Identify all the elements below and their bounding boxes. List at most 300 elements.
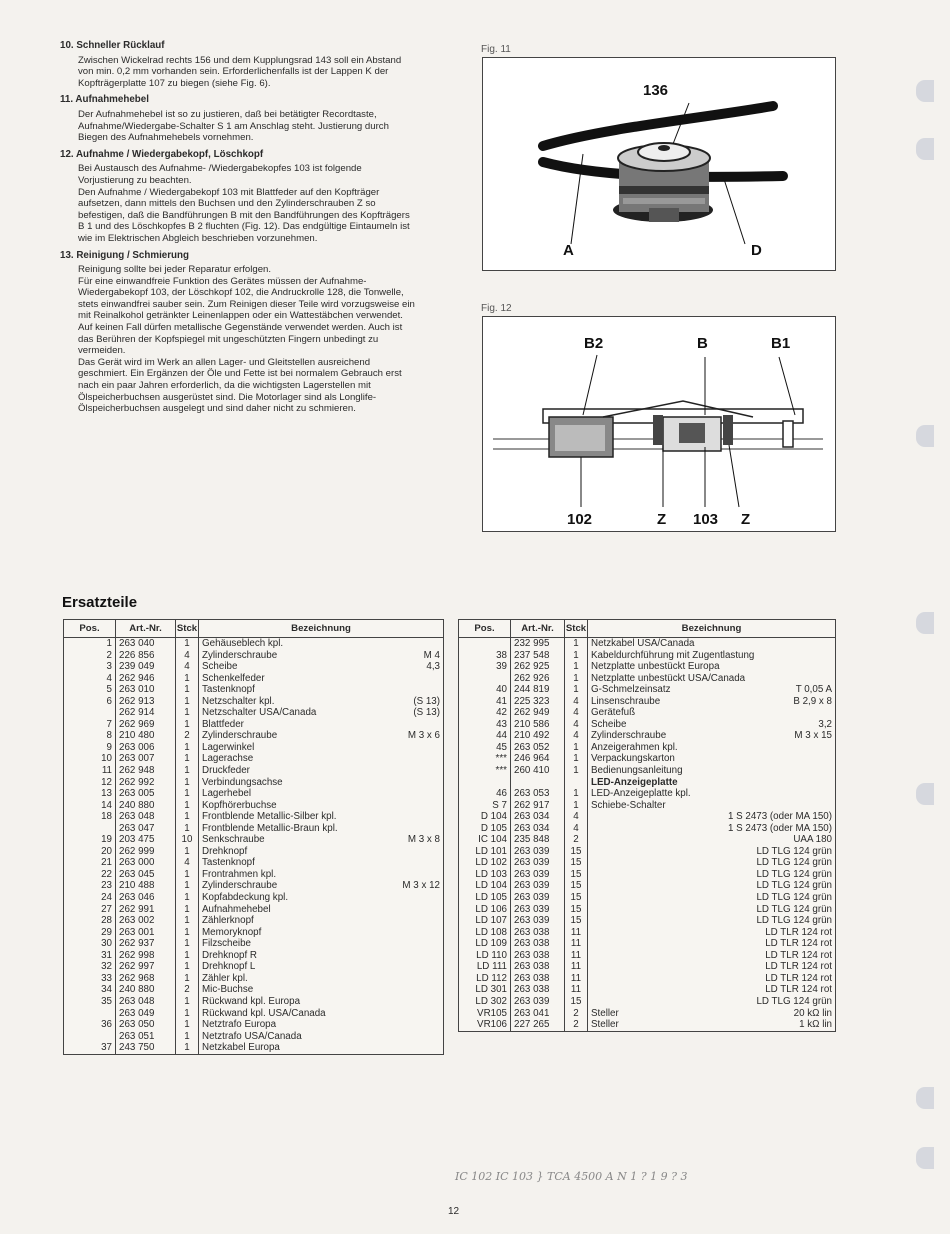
header-stck: Stck (176, 620, 199, 638)
table-row (64, 846, 444, 858)
cell-art-nr: 203 475 (116, 834, 176, 846)
table-row (459, 696, 836, 708)
cell-stck: 1 (565, 788, 588, 800)
cell-stck: 15 (565, 915, 588, 927)
cell-pos: 41 (459, 696, 511, 708)
cell-pos: LD 109 (459, 938, 511, 950)
cell-art-nr: 262 998 (116, 950, 176, 962)
table-row (459, 950, 836, 962)
cell-pos: *** (459, 753, 511, 765)
cell-stck: 2 (176, 984, 199, 996)
cell-bezeichnung (588, 823, 836, 835)
cell-pos: 4 (64, 673, 116, 685)
cell-pos: LD 106 (459, 904, 511, 916)
cell-pos: 38 (459, 650, 511, 662)
spec-value: (S 13) (413, 707, 440, 719)
table-row (64, 730, 444, 742)
cell-stck: 4 (176, 650, 199, 662)
fig12-label-103: 103 (693, 511, 719, 528)
description-text: Frontblende Metallic-Braun kpl. (202, 822, 338, 834)
cell-stck: 1 (176, 973, 199, 985)
fig12-illustration (482, 316, 836, 532)
table-row (459, 765, 836, 777)
cell-art-nr: 244 819 (511, 684, 565, 696)
description-text: Verbindungsachse (202, 776, 283, 788)
cell-art-nr: 263 045 (116, 869, 176, 881)
cell-art-nr: 263 041 (511, 1008, 565, 1020)
cell-stck: 4 (565, 730, 588, 742)
cell-bezeichnung (588, 765, 836, 777)
fig11-label-a: A (563, 242, 574, 259)
cell-art-nr: 246 964 (511, 753, 565, 765)
cell-bezeichnung (199, 973, 444, 985)
cell-pos: 35 (64, 996, 116, 1008)
cell-bezeichnung (588, 753, 836, 765)
table-row (64, 684, 444, 696)
table-row (64, 650, 444, 662)
cell-stck: 11 (565, 950, 588, 962)
table-row (459, 800, 836, 812)
cell-pos: 45 (459, 742, 511, 754)
cell-stck: 1 (176, 904, 199, 916)
cell-pos (459, 673, 511, 685)
description-text: Linsenschraube (591, 695, 661, 707)
cell-art-nr: 263 048 (116, 811, 176, 823)
cell-art-nr: 210 586 (511, 719, 565, 731)
cell-bezeichnung (588, 846, 836, 858)
cell-stck: 1 (176, 684, 199, 696)
cell-stck: 1 (176, 950, 199, 962)
table-row (64, 800, 444, 812)
cell-bezeichnung (199, 777, 444, 789)
cell-art-nr: 263 040 (116, 638, 176, 650)
instruction-paragraph: Den Aufnahme / Wiedergabekopf 103 mit Blattfeder auf den Kopfträger aufsetzen, dann mittels den Buchsen und den Zylinderschrauben Z so befestigen, daß die Bandführungen B mit den Bandführungen des Kopfträgers B 1 und des Löschkopfes B 2 fluchten (Fig. 12). Das endgültige Eintaumeln ist wie im Elektrischen Abgleich beschrieben vorzunehmen. (78, 186, 410, 244)
instruction-body (78, 109, 416, 144)
cell-art-nr: 263 053 (511, 788, 565, 800)
cell-stck: 1 (176, 765, 199, 777)
cell-bezeichnung (199, 661, 444, 673)
description-text: Verpackungskarton (591, 753, 675, 765)
table-row (64, 880, 444, 892)
cell-bezeichnung (588, 742, 836, 754)
description-text: Drehknopf L (202, 961, 256, 973)
cell-bezeichnung (199, 996, 444, 1008)
cell-art-nr: 263 034 (511, 811, 565, 823)
spec-value: LD TLG 124 grün (756, 857, 832, 869)
cell-stck: 11 (565, 973, 588, 985)
punch-hole (916, 138, 934, 160)
instruction-paragraph: Der Aufnahmehebel ist so zu justieren, daß bei betätigter Recordtaste, Aufnahme/Wiedergabe-Schalter S 1 am Anschlag steht. Justierung durch Biegen des Aufnahmehebels vornehmen. (78, 108, 389, 144)
cell-bezeichnung (199, 650, 444, 662)
table-row (64, 892, 444, 904)
cell-bezeichnung (199, 823, 444, 835)
spec-value: M 3 x 12 (402, 880, 440, 892)
cell-bezeichnung (199, 880, 444, 892)
table-header-row (64, 620, 444, 638)
handwritten-note: IC 102 IC 103 } TCA 4500 A N 1 ? 1 9 ? 3 (455, 1170, 688, 1183)
cell-art-nr: 263 038 (511, 984, 565, 996)
cell-bezeichnung (199, 927, 444, 939)
parts-rows-left (64, 638, 444, 1055)
cell-pos: S 7 (459, 800, 511, 812)
table-row (64, 696, 444, 708)
fig12-label-b1: B1 (771, 335, 791, 352)
cell-pos: 12 (64, 777, 116, 789)
cell-art-nr: 263 052 (511, 742, 565, 754)
description-text: Netzkabel Europa (202, 1042, 280, 1054)
fig12-label-z-right: Z (741, 511, 751, 528)
cell-stck: 1 (176, 1031, 199, 1043)
cell-art-nr: 263 006 (116, 742, 176, 754)
cell-pos: LD 108 (459, 927, 511, 939)
cell-stck: 1 (176, 892, 199, 904)
spec-value: LD TLG 124 grün (756, 892, 832, 904)
cell-pos: 5 (64, 684, 116, 696)
cell-art-nr: 263 051 (116, 1031, 176, 1043)
cell-bezeichnung (588, 730, 836, 742)
cell-bezeichnung (199, 719, 444, 731)
cell-stck: 15 (565, 892, 588, 904)
fig11-label-136: 136 (643, 82, 669, 99)
cell-stck: 1 (176, 788, 199, 800)
instructions-column (60, 40, 416, 420)
cell-bezeichnung (199, 673, 444, 685)
punch-hole (916, 1147, 934, 1169)
cell-art-nr: 263 002 (116, 915, 176, 927)
description-text: Netzschalter kpl. (202, 695, 275, 707)
parts-rows-right (459, 638, 836, 1032)
cell-stck: 15 (565, 869, 588, 881)
cell-bezeichnung (588, 684, 836, 696)
cell-pos: 30 (64, 938, 116, 950)
cell-bezeichnung (588, 996, 836, 1008)
spec-value: LD TLR 124 rot (765, 984, 832, 996)
spec-value: M 3 x 6 (407, 730, 440, 742)
cell-pos: 3 (64, 661, 116, 673)
cell-stck: 1 (176, 996, 199, 1008)
cell-bezeichnung (588, 707, 836, 719)
cell-stck: 1 (176, 673, 199, 685)
cell-pos (459, 777, 511, 789)
cell-art-nr: 262 969 (116, 719, 176, 731)
table-row (64, 1019, 444, 1031)
cell-bezeichnung (199, 788, 444, 800)
table-row (459, 869, 836, 881)
cell-art-nr: 210 480 (116, 730, 176, 742)
table-row (459, 892, 836, 904)
description-text: Tastenknopf (202, 857, 255, 869)
cell-stck: 1 (565, 673, 588, 685)
cell-pos: 21 (64, 857, 116, 869)
description-text: Kopfhörerbuchse (202, 799, 277, 811)
cell-bezeichnung (588, 927, 836, 939)
cell-art-nr: 262 925 (511, 661, 565, 673)
cell-stck: 1 (176, 638, 199, 650)
table-row (64, 811, 444, 823)
cell-stck: 2 (565, 1019, 588, 1031)
cell-pos: 40 (459, 684, 511, 696)
cell-bezeichnung (588, 638, 836, 650)
cell-art-nr: 263 039 (511, 904, 565, 916)
cell-pos: 32 (64, 961, 116, 973)
cell-art-nr: 210 492 (511, 730, 565, 742)
cell-pos: 8 (64, 730, 116, 742)
cell-stck: 1 (565, 661, 588, 673)
table-row (64, 973, 444, 985)
table-row (64, 719, 444, 731)
cell-art-nr (511, 777, 565, 789)
cell-bezeichnung (199, 1031, 444, 1043)
cell-pos: 14 (64, 800, 116, 812)
fig12-label-z-left: Z (657, 511, 667, 528)
cell-stck: 11 (565, 961, 588, 973)
fig12-label-b: B (697, 335, 708, 352)
cell-bezeichnung (199, 869, 444, 881)
description-text: Zähler kpl. (202, 972, 248, 984)
spec-value: 1 S 2473 (oder MA 150) (727, 811, 832, 823)
cell-pos: LD 112 (459, 973, 511, 985)
cell-pos: LD 104 (459, 880, 511, 892)
description-text: Zylinderschraube (202, 730, 278, 742)
spec-value: B 2,9 x 8 (793, 695, 832, 707)
table-row (459, 1008, 836, 1020)
cell-pos: 13 (64, 788, 116, 800)
cell-pos (64, 1031, 116, 1043)
cell-stck: 1 (176, 777, 199, 789)
instruction-heading: 12. Aufnahme / Wiedergabekopf, Löschkopf (60, 148, 264, 160)
cell-art-nr: 262 999 (116, 846, 176, 858)
cell-stck: 1 (176, 811, 199, 823)
description-text: Blattfeder (202, 718, 244, 730)
cell-art-nr: 263 038 (511, 973, 565, 985)
description-text: Netzplatte unbestückt USA/Canada (591, 672, 746, 684)
header-bezeichnung: Bezeichnung (588, 620, 836, 638)
cell-bezeichnung (199, 857, 444, 869)
table-row (64, 996, 444, 1008)
cell-bezeichnung (199, 938, 444, 950)
cell-pos: D 105 (459, 823, 511, 835)
spec-value: LD TLG 124 grün (756, 880, 832, 892)
instruction-heading: 13. Reinigung / Schmierung (60, 249, 190, 261)
fig11-label-d: D (751, 242, 762, 259)
instruction-body (78, 55, 416, 90)
table-row (459, 846, 836, 858)
description-text: Zylinderschraube (202, 880, 278, 892)
cell-stck: 15 (565, 996, 588, 1008)
table-row (64, 857, 444, 869)
cell-art-nr: 262 991 (116, 904, 176, 916)
cell-stck (565, 777, 588, 789)
spec-value: M 3 x 15 (794, 730, 832, 742)
description-text: Zählerknopf (202, 915, 254, 927)
cell-stck: 1 (176, 846, 199, 858)
instruction-body (78, 264, 416, 415)
cell-bezeichnung (199, 846, 444, 858)
cell-art-nr: 263 010 (116, 684, 176, 696)
spec-value: LD TLG 124 grün (756, 903, 832, 915)
table-row (459, 811, 836, 823)
punch-hole (916, 783, 934, 805)
description-text: Scheibe (202, 661, 238, 673)
cell-stck: 4 (565, 696, 588, 708)
cell-art-nr: 262 917 (511, 800, 565, 812)
cell-art-nr: 263 039 (511, 892, 565, 904)
cell-pos: 6 (64, 696, 116, 708)
cell-stck: 1 (565, 638, 588, 650)
cell-pos: 36 (64, 1019, 116, 1031)
fig12-label-b2: B2 (584, 335, 604, 352)
table-row (64, 788, 444, 800)
table-row (459, 1019, 836, 1031)
cell-bezeichnung (199, 950, 444, 962)
cell-art-nr: 225 323 (511, 696, 565, 708)
cell-art-nr: 263 005 (116, 788, 176, 800)
description-text: Gehäuseblech kpl. (202, 638, 284, 649)
cell-bezeichnung (588, 696, 836, 708)
table-row (64, 938, 444, 950)
table-row (459, 742, 836, 754)
table-row (459, 719, 836, 731)
cell-stck: 2 (565, 834, 588, 846)
cell-bezeichnung (588, 661, 836, 673)
cell-stck: 15 (565, 880, 588, 892)
cell-pos: 19 (64, 834, 116, 846)
punch-hole (916, 612, 934, 634)
cell-pos: 29 (64, 927, 116, 939)
cell-stck: 1 (176, 696, 199, 708)
cell-stck: 1 (565, 742, 588, 754)
punch-hole (916, 425, 934, 447)
description-text: Netztrafo USA/Canada (202, 1030, 302, 1042)
cell-bezeichnung (588, 869, 836, 881)
description-text: Bedienungsanleitung (591, 765, 683, 777)
cell-art-nr: 227 265 (511, 1019, 565, 1031)
cell-art-nr: 263 048 (116, 996, 176, 1008)
description-text: Senkschraube (202, 834, 265, 846)
spec-value: LD TLG 124 grün (756, 868, 832, 880)
cell-bezeichnung (588, 892, 836, 904)
cell-stck: 1 (565, 800, 588, 812)
cell-pos: VR105 (459, 1008, 511, 1020)
cell-bezeichnung (588, 788, 836, 800)
fig12-caption: Fig. 12 (481, 303, 512, 314)
cell-pos: 22 (64, 869, 116, 881)
table-row (459, 904, 836, 916)
spec-value: M 4 (423, 649, 440, 661)
instruction-paragraph: Reinigung sollte bei jeder Reparatur erfolgen. (78, 264, 272, 276)
cell-art-nr: 263 047 (116, 823, 176, 835)
cell-pos: 23 (64, 880, 116, 892)
description-text: Lagerwinkel (202, 741, 255, 753)
description-text: Netzschalter USA/Canada (202, 707, 317, 719)
description-text: Lagerachse (202, 753, 254, 765)
punch-hole (916, 1087, 934, 1109)
cell-bezeichnung (588, 938, 836, 950)
table-row (459, 938, 836, 950)
table-row (459, 730, 836, 742)
cell-pos: 27 (64, 904, 116, 916)
cell-bezeichnung (199, 1019, 444, 1031)
cell-stck: 4 (565, 811, 588, 823)
instruction-paragraph: Bei Austausch des Aufnahme- /Wiedergabekopfes 103 ist folgende Vorjustierung zu beachten. (78, 163, 362, 186)
cell-stck: 1 (176, 719, 199, 731)
cell-bezeichnung (588, 857, 836, 869)
cell-bezeichnung (199, 753, 444, 765)
fig11-caption: Fig. 11 (481, 44, 511, 55)
description-text: Rückwand kpl. Europa (202, 995, 301, 1007)
cell-art-nr: 262 997 (116, 961, 176, 973)
cell-stck: 1 (565, 765, 588, 777)
cell-pos: 24 (64, 892, 116, 904)
cell-pos: 46 (459, 788, 511, 800)
table-row (64, 915, 444, 927)
header-art-nr: Art.-Nr. (511, 620, 565, 638)
cell-pos (459, 638, 511, 650)
cell-bezeichnung (199, 730, 444, 742)
cell-art-nr: 226 856 (116, 650, 176, 662)
cell-pos: 37 (64, 1042, 116, 1054)
cell-pos: 31 (64, 950, 116, 962)
cell-stck: 15 (565, 846, 588, 858)
cell-stck: 1 (176, 915, 199, 927)
table-row (459, 880, 836, 892)
cell-pos: VR106 (459, 1019, 511, 1031)
instruction-body (78, 163, 416, 244)
cell-stck: 1 (176, 1008, 199, 1020)
cell-stck: 4 (565, 719, 588, 731)
cell-art-nr: 263 050 (116, 1019, 176, 1031)
table-row (64, 834, 444, 846)
cell-stck: 1 (176, 753, 199, 765)
cell-bezeichnung (588, 1019, 836, 1031)
description-text: Druckfeder (202, 765, 250, 777)
cell-bezeichnung (588, 777, 836, 789)
table-row (459, 777, 836, 789)
cell-stck: 15 (565, 904, 588, 916)
description-text: Steller (591, 1019, 619, 1031)
description-text: LED-Anzeigeplatte (591, 776, 678, 788)
cell-art-nr: 237 548 (511, 650, 565, 662)
table-row (64, 984, 444, 996)
table-row (64, 753, 444, 765)
spec-value: LD TLR 124 rot (765, 926, 832, 938)
cell-pos (64, 823, 116, 835)
cell-bezeichnung (199, 892, 444, 904)
fig11-illustration (482, 57, 836, 271)
cell-bezeichnung (588, 719, 836, 731)
table-header-row (459, 620, 836, 638)
table-row (64, 961, 444, 973)
spec-value: 1 S 2473 (oder MA 150) (727, 822, 832, 834)
table-row (64, 823, 444, 835)
punch-hole (916, 80, 934, 102)
cell-pos: 20 (64, 846, 116, 858)
cell-bezeichnung (588, 650, 836, 662)
cell-art-nr: 263 000 (116, 857, 176, 869)
cell-bezeichnung (588, 880, 836, 892)
cell-pos: LD 302 (459, 996, 511, 1008)
cell-stck: 15 (565, 857, 588, 869)
cell-bezeichnung (199, 904, 444, 916)
spec-value: (S 13) (413, 695, 440, 707)
description-text: Drehknopf (202, 845, 248, 857)
cell-art-nr: 262 949 (511, 707, 565, 719)
cell-bezeichnung (588, 973, 836, 985)
header-stck: Stck (565, 620, 588, 638)
cell-stck: 1 (176, 869, 199, 881)
table-row (64, 661, 444, 673)
description-text: Netztrafo Europa (202, 1019, 277, 1031)
